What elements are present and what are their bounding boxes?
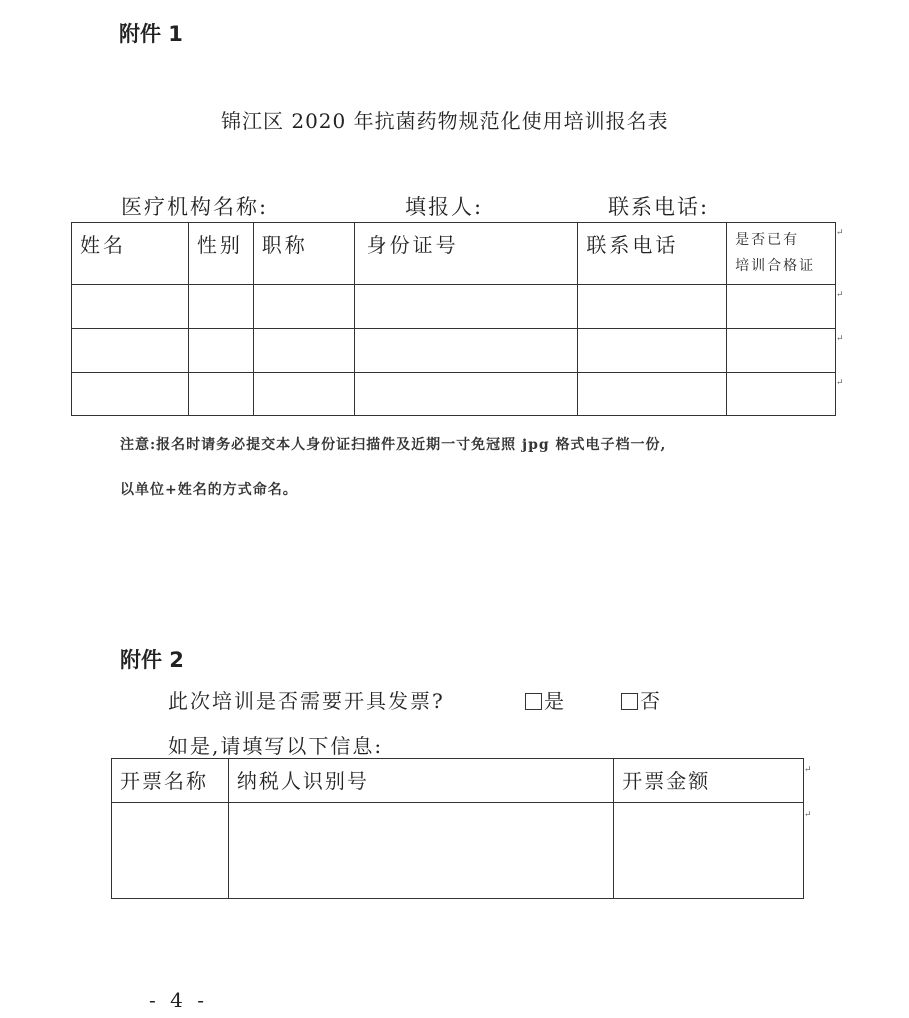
table-row <box>72 329 836 373</box>
table-cell[interactable] <box>253 329 354 373</box>
return-mark-icon: ↵ <box>804 765 812 775</box>
institution-field-label: 医疗机构名称: <box>121 195 269 219</box>
table-cell[interactable] <box>112 803 229 899</box>
checkbox-yes[interactable] <box>525 693 542 710</box>
header-cell-id-number: 身份证号 <box>354 223 578 285</box>
table-header-row <box>72 223 836 285</box>
table-cell[interactable] <box>72 329 189 373</box>
header-cell-taxpayer-id: 纳税人识别号 <box>228 759 613 803</box>
table-cell[interactable] <box>727 373 836 416</box>
header-cell-name: 姓名 <box>72 223 189 285</box>
note-line-2: 以单位+姓名的方式命名。 <box>120 482 298 498</box>
option-yes[interactable] <box>525 685 566 714</box>
header-cell-invoice-amount: 开票金额 <box>614 759 804 803</box>
header-cell-certificate: 是否已有 培训合格证 <box>727 223 836 285</box>
option-yes-label: 是 <box>544 689 566 713</box>
phone-field-label: 联系电话: <box>608 195 710 219</box>
reporter-field-label: 填报人: <box>405 195 484 219</box>
table-cell[interactable] <box>727 285 836 329</box>
return-mark-icon: ↵ <box>836 334 844 344</box>
header-cell-title: 职称 <box>253 223 354 285</box>
registration-table <box>71 222 836 416</box>
table-cell[interactable] <box>578 285 727 329</box>
table-cell[interactable] <box>188 329 253 373</box>
table-cell[interactable] <box>727 329 836 373</box>
table-row <box>72 285 836 329</box>
attachment2-label: 附件 2 <box>120 648 184 672</box>
note-line-1: 注意:报名时请务必提交本人身份证扫描件及近期一寸免冠照 jpg 格式电子档一份, <box>120 437 667 453</box>
invoice-header-row <box>112 759 804 803</box>
table-row <box>112 803 804 899</box>
table-cell[interactable] <box>578 329 727 373</box>
invoice-table <box>111 758 804 899</box>
checkbox-no[interactable] <box>621 693 638 710</box>
table-cell[interactable] <box>253 285 354 329</box>
table-cell[interactable] <box>354 329 578 373</box>
table-cell[interactable] <box>614 803 804 899</box>
header-cell-gender: 性别 <box>188 223 253 285</box>
attachment1-label: 附件 1 <box>119 22 183 46</box>
return-mark-icon: ↵ <box>836 290 844 300</box>
form-title: 锦江区 2020 年抗菌药物规范化使用培训报名表 <box>221 109 669 133</box>
header-cell-invoice-name: 开票名称 <box>112 759 229 803</box>
invoice-instruction: 如是,请填写以下信息: <box>168 734 384 758</box>
return-mark-icon: ↵ <box>804 810 812 820</box>
table-cell[interactable] <box>72 373 189 416</box>
table-cell[interactable] <box>354 285 578 329</box>
table-row <box>72 373 836 416</box>
page-number: - 4 - <box>149 988 208 1012</box>
option-no-label: 否 <box>640 689 662 713</box>
return-mark-icon: ↵ <box>836 378 844 388</box>
table-cell[interactable] <box>228 803 613 899</box>
header-cell-phone: 联系电话 <box>578 223 727 285</box>
table-cell[interactable] <box>253 373 354 416</box>
table-cell[interactable] <box>578 373 727 416</box>
invoice-question: 此次培训是否需要开具发票? <box>168 689 445 713</box>
table-cell[interactable] <box>72 285 189 329</box>
option-no[interactable] <box>621 685 662 714</box>
table-cell[interactable] <box>188 285 253 329</box>
table-cell[interactable] <box>354 373 578 416</box>
return-mark-icon: ↵ <box>836 228 844 238</box>
table-cell[interactable] <box>188 373 253 416</box>
